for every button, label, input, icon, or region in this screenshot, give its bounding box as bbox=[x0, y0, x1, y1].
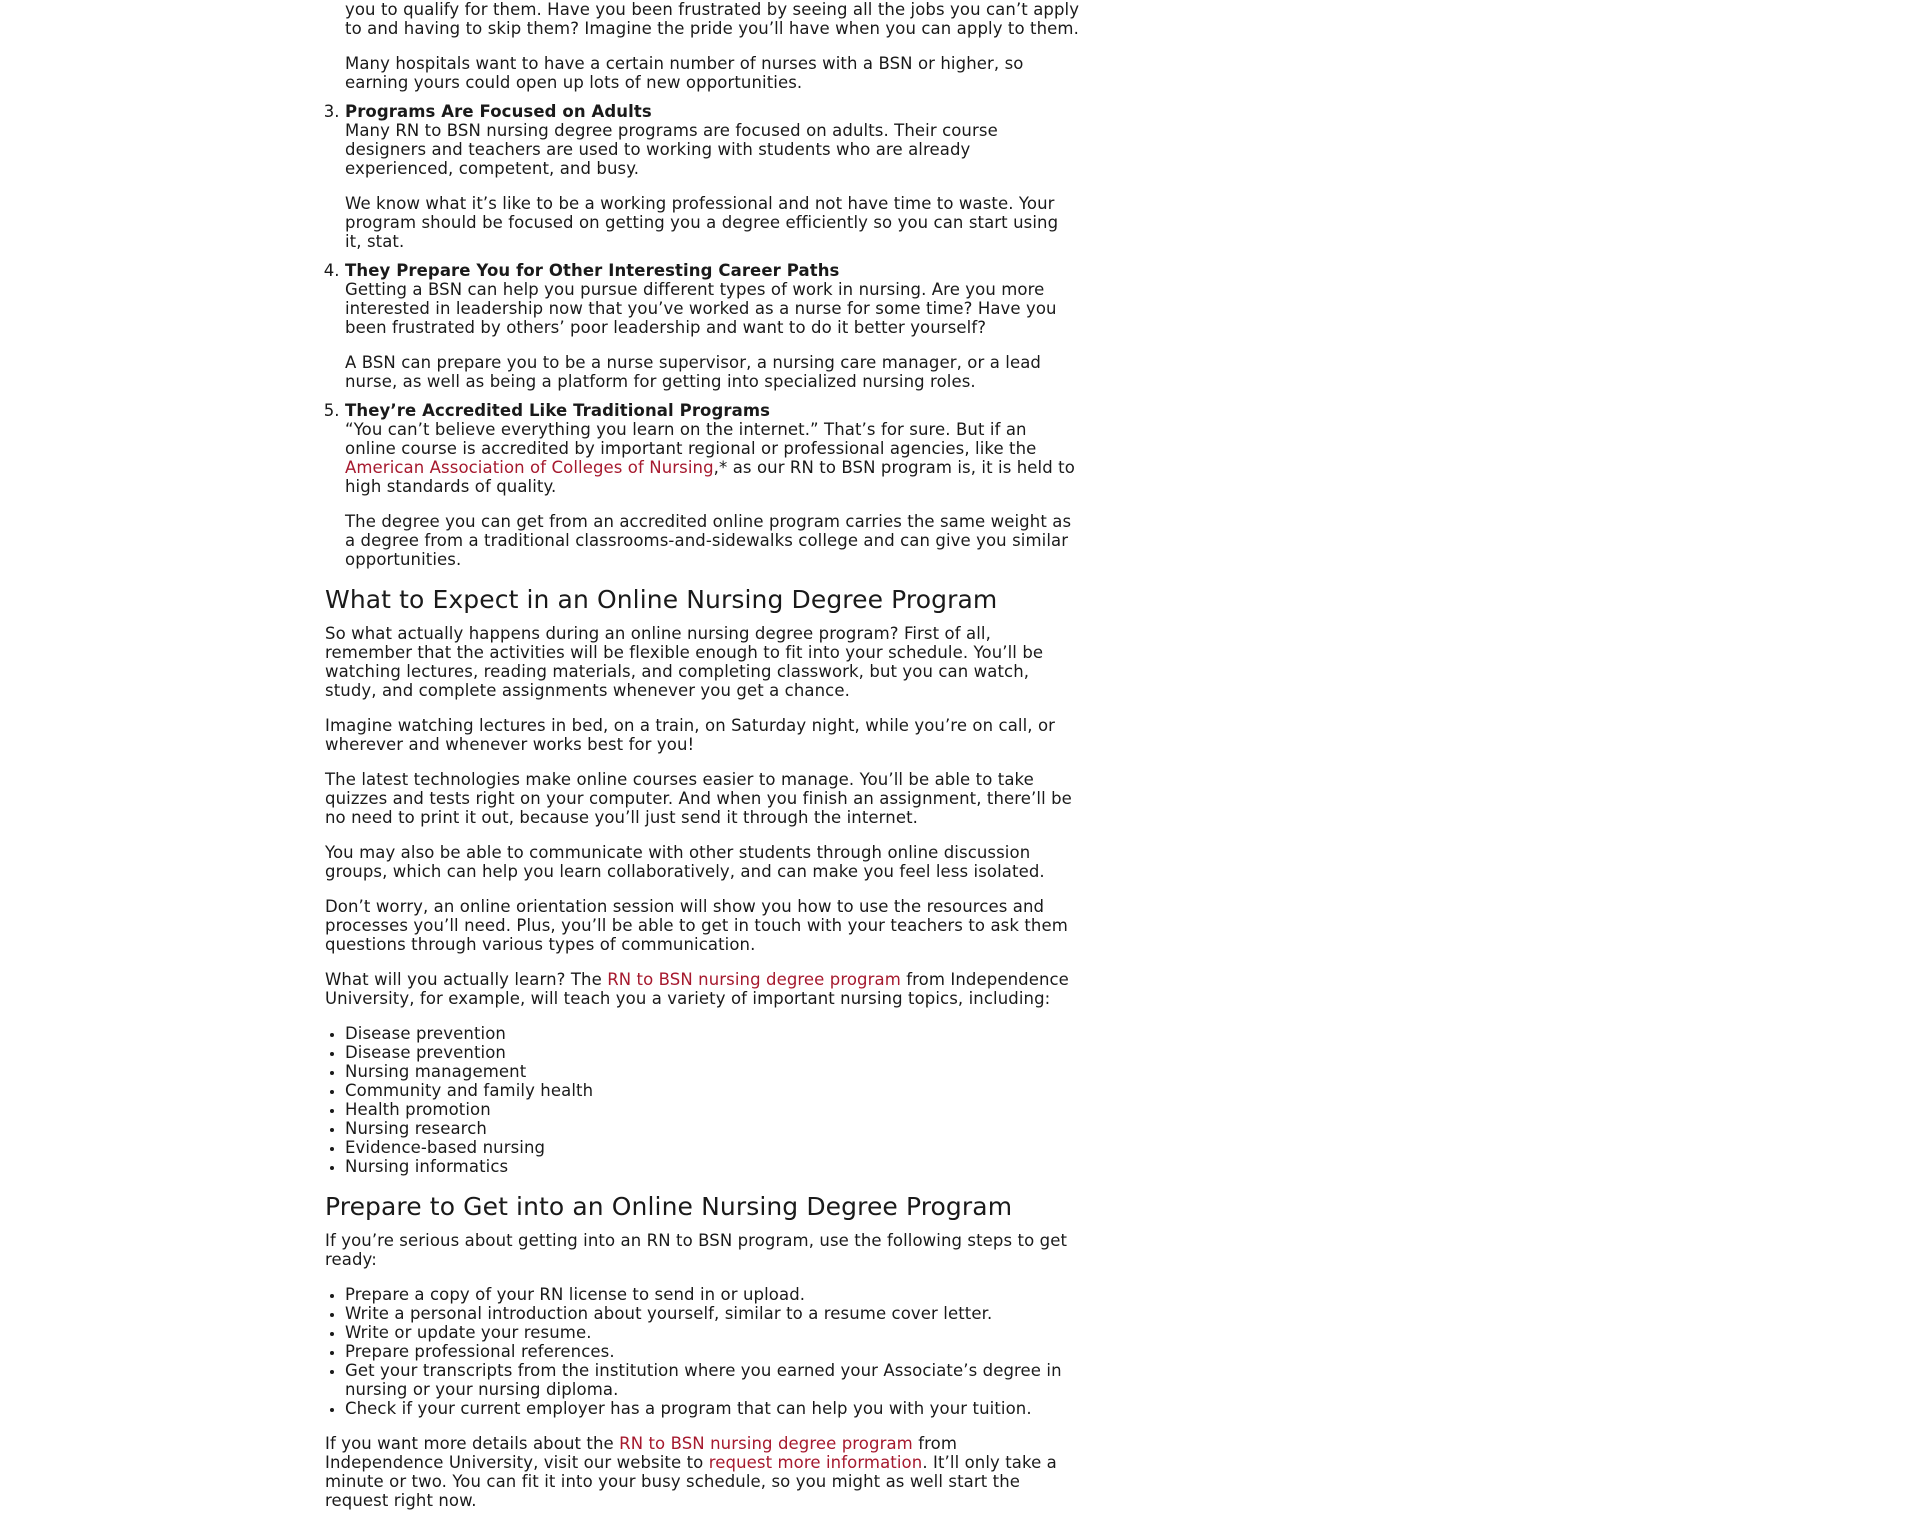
request-info-link[interactable]: request more information bbox=[708, 1453, 923, 1472]
list-item: • Nursing management bbox=[345, 1062, 1080, 1081]
list-item: • Health promotion bbox=[345, 1100, 1080, 1119]
paragraph: If you’re serious about getting into an RN to BSN program, use the following steps to get ready: bbox=[325, 1231, 1068, 1269]
list-item: • Community and family health bbox=[345, 1081, 1080, 1100]
paragraph: We know what it’s like to be a working professional and not have time to waste. Your program should be focused on getting you a degree efficiently so you can start using it, stat. bbox=[345, 194, 1059, 251]
topics-list bbox=[325, 1024, 1080, 1176]
paragraph: Don’t worry, an online orientation session will show you how to use the resources and processes you’ll need. Plus, you’ll be able to get in touch with your teachers to ask them questions through various types of communication. bbox=[325, 897, 1068, 954]
list-item: • Disease prevention bbox=[345, 1043, 1080, 1062]
paragraph: Many hospitals want to have a certain number of nurses with a BSN or higher, so earning yours could open up lots of new opportunities. bbox=[345, 54, 1024, 92]
paragraph: The degree you can get from an accredited online program carries the same weight as a degree from a traditional classrooms-and-sidewalks college and can give you similar opportunities. bbox=[345, 512, 1072, 569]
list-item bbox=[345, 0, 1080, 92]
text: . It’ll only take a minute or two. You can fit it into your busy schedule, so you might as well start the request right now. bbox=[325, 1453, 1057, 1510]
list-item-title: 4. They Prepare You for Other Interesting Career Paths bbox=[345, 261, 840, 280]
text: from Independence University, visit our website to bbox=[325, 1434, 958, 1472]
list-item: • Check if your current employer has a program that can help you with your tuition. bbox=[345, 1399, 1080, 1418]
text: “You can’t believe everything you learn on the internet.” That’s for sure. But if an online course is accredited by important regional or professional agencies, like the bbox=[345, 420, 1037, 458]
text: What will you actually learn? The bbox=[325, 970, 608, 989]
list-item: • Write a personal introduction about yourself, similar to a resume cover letter. bbox=[345, 1304, 1080, 1323]
paragraph: Many RN to BSN nursing degree programs are focused on adults. Their course designers and teachers are used to working with students who are already experienced, competent, and busy. bbox=[345, 121, 998, 178]
paragraph: So what actually happens during an online nursing degree program? First of all, remember that the activities will be flexible enough to fit into your schedule. You’ll be watching lectures, reading materials, and completing classwork, but you can watch, study, and complete assignments whenever you get a chance. bbox=[325, 624, 1044, 700]
section-heading: What to Expect in an Online Nursing Degree Program bbox=[325, 585, 998, 614]
list-item bbox=[345, 401, 1080, 569]
rn-to-bsn-program-link[interactable]: RN to BSN nursing degree program bbox=[607, 970, 901, 989]
list-item: • Nursing informatics bbox=[345, 1157, 1080, 1176]
paragraph: The latest technologies make online courses easier to manage. You’ll be able to take quizzes and tests right on your computer. And when you finish an assignment, there’ll be no need to print it out, because you’ll just send it through the internet. bbox=[325, 770, 1072, 827]
list-item: • Disease prevention bbox=[345, 1024, 1080, 1043]
aacn-link[interactable]: American Association of Colleges of Nursing bbox=[345, 458, 714, 477]
list-item-title: 5. They’re Accredited Like Traditional Programs bbox=[345, 401, 771, 420]
paragraph: 2. you to qualify for them. Have you been frustrated by seeing all the jobs you can’t apply to and having to skip them? Imagine the pride you’ll have when you can apply to them. bbox=[345, 0, 1080, 38]
paragraph bbox=[325, 1434, 1080, 1510]
list-item: • Evidence-based nursing bbox=[345, 1138, 1080, 1157]
text: ,* as our RN to BSN program is, it is held to high standards of quality. bbox=[345, 458, 1075, 496]
benefits-list bbox=[325, 0, 1080, 569]
rn-to-bsn-program-link[interactable]: RN to BSN nursing degree program bbox=[619, 1434, 913, 1453]
list-item bbox=[345, 102, 1080, 251]
paragraph: Getting a BSN can help you pursue different types of work in nursing. Are you more interested in leadership now that you’ve worked as a nurse for some time? Have you been frustrated by others’ poor leadership and want to do it better yourself? bbox=[345, 280, 1057, 337]
list-item: • Nursing research bbox=[345, 1119, 1080, 1138]
paragraph: You may also be able to communicate with other students through online discussion groups, which can help you learn collaboratively, and can make you feel less isolated. bbox=[325, 843, 1045, 881]
paragraph bbox=[345, 420, 1080, 496]
text: If you want more details about the bbox=[325, 1434, 620, 1453]
paragraph: Imagine watching lectures in bed, on a train, on Saturday night, while you’re on call, or wherever and whenever works best for you! bbox=[325, 716, 1056, 754]
text: from Independence University, for example, will teach you a variety of important nursing topics, including: bbox=[325, 970, 1069, 1008]
steps-list bbox=[325, 1285, 1080, 1418]
paragraph bbox=[325, 970, 1080, 1008]
list-item: • Prepare professional references. bbox=[345, 1342, 1080, 1361]
paragraph: A BSN can prepare you to be a nurse supervisor, a nursing care manager, or a lead nurse, as well as being a platform for getting into specialized nursing roles. bbox=[345, 353, 1041, 391]
list-item bbox=[345, 261, 1080, 391]
list-item: • Write or update your resume. bbox=[345, 1323, 1080, 1342]
list-item-title: 3. Programs Are Focused on Adults bbox=[345, 102, 652, 121]
list-item: • Get your transcripts from the institution where you earned your Associate’s degree in nursing or your nursing diploma. bbox=[345, 1361, 1080, 1399]
section-heading: Prepare to Get into an Online Nursing Degree Program bbox=[325, 1192, 1013, 1221]
article-body bbox=[325, 0, 1080, 1526]
list-item: • Prepare a copy of your RN license to send in or upload. bbox=[345, 1285, 1080, 1304]
